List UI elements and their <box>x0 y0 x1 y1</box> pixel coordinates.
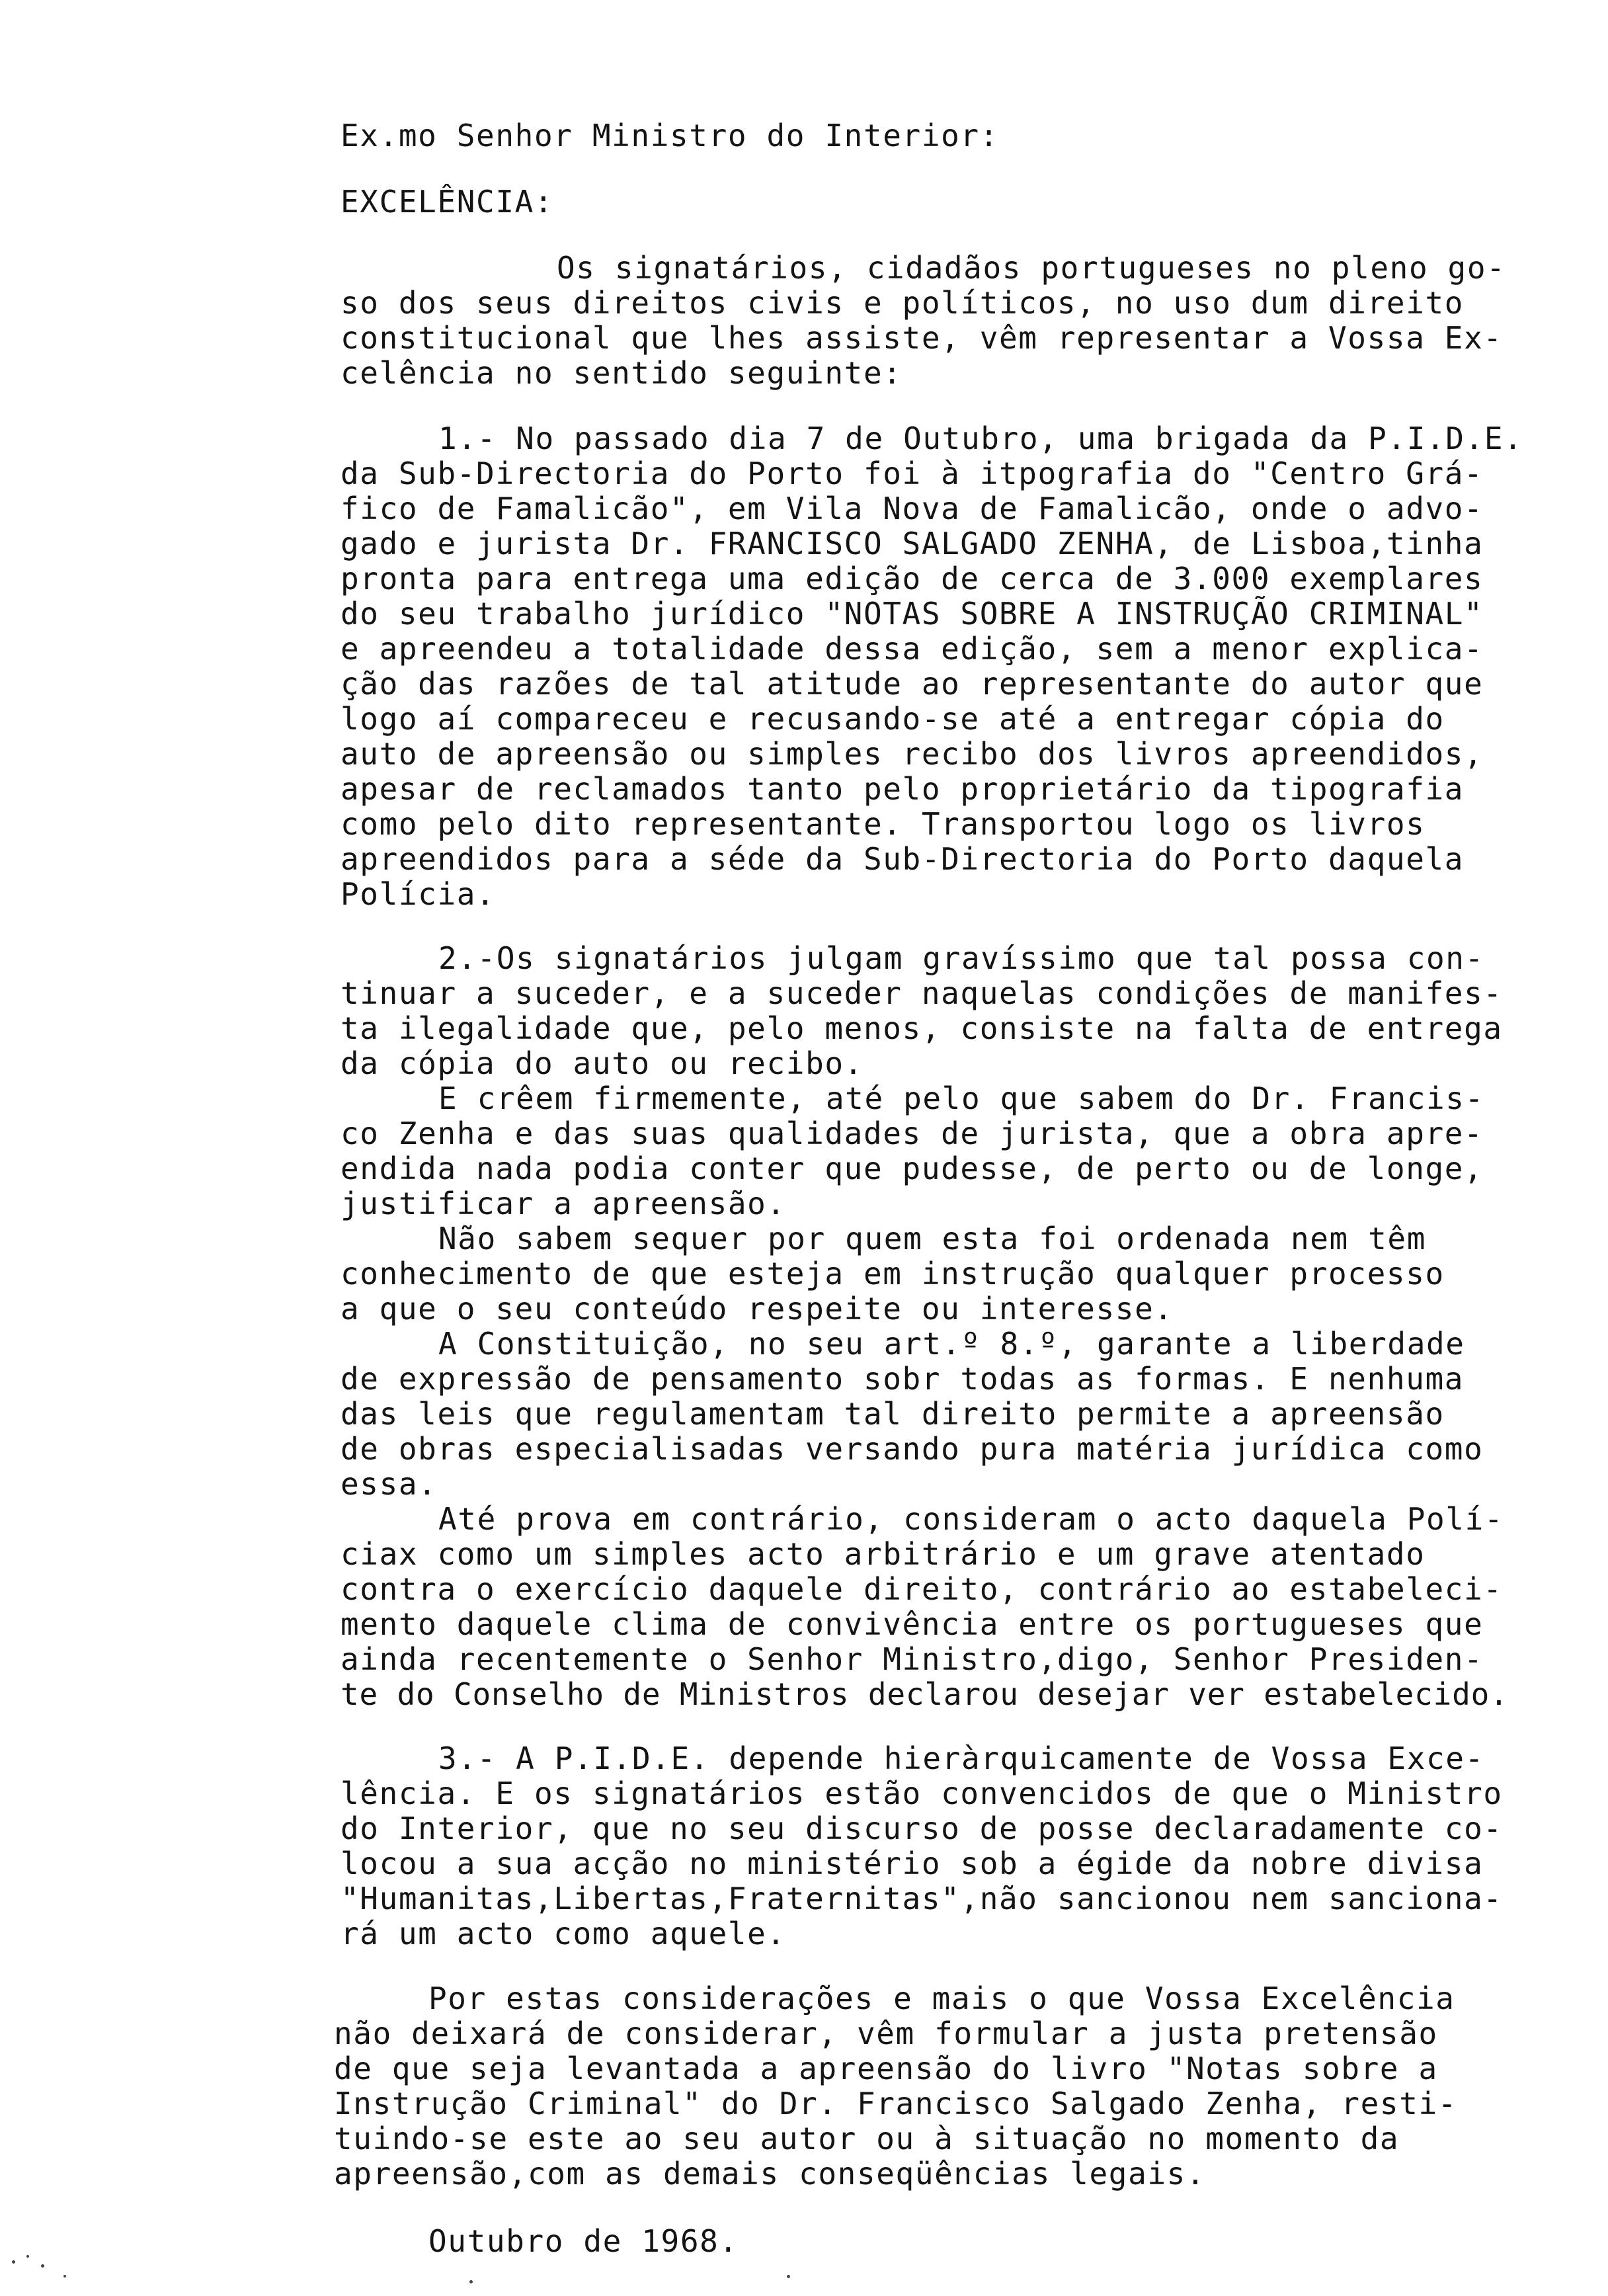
scan-speck <box>26 2255 29 2258</box>
point2-line: co Zenha e das suas qualidades de jurista, que a obra apre- <box>341 1116 1484 1151</box>
point3-line: locou a sua acção no ministério sob a égide da nobre divisa <box>341 1846 1484 1881</box>
point1-line: pronta para entrega uma edição de cerca de 3.000 exemplares <box>341 561 1484 596</box>
point2-line: A Constituição, no seu art.º 8.º, garante a liberdade <box>438 1326 1465 1362</box>
point1-line: gado e jurista Dr. FRANCISCO SALGADO ZENHA, de Lisboa,tinha <box>341 526 1484 561</box>
point2-line: de expressão de pensamento sobr todas as formas. E nenhuma <box>341 1361 1465 1397</box>
point1-line: da Sub-Directoria do Porto foi à itpografia do "Centro Grá- <box>341 456 1484 491</box>
point2-line: conhecimento de que esteja em instrução qualquer processo <box>341 1256 1445 1292</box>
point2-line: te do Conselho de Ministros declarou desejar ver estabelecido. <box>341 1676 1509 1712</box>
point2-line: de obras especialisadas versando pura matéria jurídica como <box>341 1431 1484 1467</box>
scan-speck <box>469 2280 473 2283</box>
point3-line: lência. E os signatários estão convencidos de que o Ministro <box>341 1776 1503 1811</box>
scan-speck <box>63 2275 66 2277</box>
point1-line: ção das razões de tal atitude ao representante do autor que <box>341 666 1484 702</box>
scan-speck <box>787 2275 790 2278</box>
point2-line: endida nada podia conter que pudesse, de perto ou de longe, <box>341 1151 1484 1186</box>
scan-speck <box>12 2260 15 2264</box>
point3-line: do Interior, que no seu discurso de posse declaradamente co- <box>341 1811 1503 1846</box>
intro-line: Os signatários, cidadãos portugueses no pleno go- <box>557 250 1506 286</box>
point3-line: "Humanitas,Libertas,Fraternitas",não sancionou nem sanciona- <box>341 1881 1503 1916</box>
point3-line: 3.- A P.I.D.E. depende hieràrquicamente de Vossa Exce- <box>438 1741 1484 1776</box>
intro-line: celência no sentido seguinte: <box>341 355 903 391</box>
greeting: EXCELÊNCIA: <box>341 184 554 220</box>
point2-line: ta ilegalidade que, pelo menos, consiste na falta de entrega <box>341 1010 1503 1046</box>
letter-date: Outubro de 1968. <box>428 2223 739 2259</box>
point1-line: auto de apreensão ou simples recibo dos livros apreendidos, <box>341 736 1484 772</box>
point1-line: logo aí compareceu e recusando-se até a entregar cópia do <box>341 701 1445 737</box>
point1-line: fico de Famalicão", em Vila Nova de Famalicão, onde o advo- <box>341 491 1484 526</box>
point2-line: E crêem firmemente, até pelo que sabem do Dr. Francis- <box>438 1081 1484 1116</box>
point2-line: mento daquele clima de convivência entre os portugueses que <box>341 1606 1484 1642</box>
closing-line: Por estas considerações e mais o que Vossa Excelência <box>428 1981 1455 2016</box>
point2-line: essa. <box>341 1466 438 1502</box>
intro-line: so dos seus direitos civis e políticos, no uso dum direito <box>341 285 1465 321</box>
point1-line: como pelo dito representante. Transportou logo os livros <box>341 806 1426 842</box>
point1-line: do seu trabalho jurídico "NOTAS SOBRE A INSTRUÇÃO CRIMINAL" <box>341 596 1484 632</box>
point2-line: Até prova em contrário, consideram o acto daquela Polí- <box>438 1501 1504 1537</box>
closing-line: não deixará de considerar, vêm formular a justa pretensão <box>334 2016 1438 2051</box>
closing-line: Instrução Criminal" do Dr. Francisco Salgado Zenha, resti- <box>334 2086 1458 2121</box>
intro-line: constitucional que lhes assiste, vêm representar a Vossa Ex- <box>341 320 1503 356</box>
point1-line: apesar de reclamados tanto pelo proprietário da tipografia <box>341 771 1465 807</box>
point1-line: 1.- No passado dia 7 de Outubro, uma brigada da P.I.D.E. <box>438 421 1523 456</box>
point2-line: a que o seu conteúdo respeite ou interesse. <box>341 1291 1174 1327</box>
point1-line: e apreendeu a totalidade dessa edição, sem a menor explica- <box>341 631 1484 667</box>
point2-line: tinuar a suceder, e a suceder naquelas condições de manifes- <box>341 975 1503 1011</box>
point3-line: rá um acto como aquele. <box>341 1916 786 1951</box>
point2-line: Não sabem sequer por quem esta foi ordenada nem têm <box>438 1221 1427 1256</box>
point2-line: justificar a apreensão. <box>341 1186 786 1221</box>
point2-line: contra o exercício daquele direito, contrário ao estabeleci- <box>341 1571 1503 1607</box>
closing-line: de que seja levantada a apreensão do livro "Notas sobre a <box>334 2051 1438 2086</box>
point1-line: Polícia. <box>341 876 496 912</box>
point2-line: 2.-Os signatários julgam gravíssimo que tal possa con- <box>438 940 1484 976</box>
point2-line: ainda recentemente o Senhor Ministro,digo, Senhor Presiden- <box>341 1641 1484 1677</box>
salutation: Ex.mo Senhor Ministro do Interior: <box>341 118 1000 153</box>
point1-line: apreendidos para a séde da Sub-Directoria do Porto daquela <box>341 841 1465 877</box>
closing-line: apreensão,com as demais conseqüências legais. <box>334 2156 1206 2192</box>
closing-line: tuindo-se este ao seu autor ou à situação no momento da <box>334 2121 1400 2156</box>
point2-line: da cópia do auto ou recibo. <box>341 1046 864 1081</box>
scan-speck <box>41 2264 44 2268</box>
point2-line: ciax como um simples acto arbitrário e um grave atentado <box>341 1536 1426 1572</box>
point2-line: das leis que regulamentam tal direito permite a apreensão <box>341 1396 1445 1432</box>
